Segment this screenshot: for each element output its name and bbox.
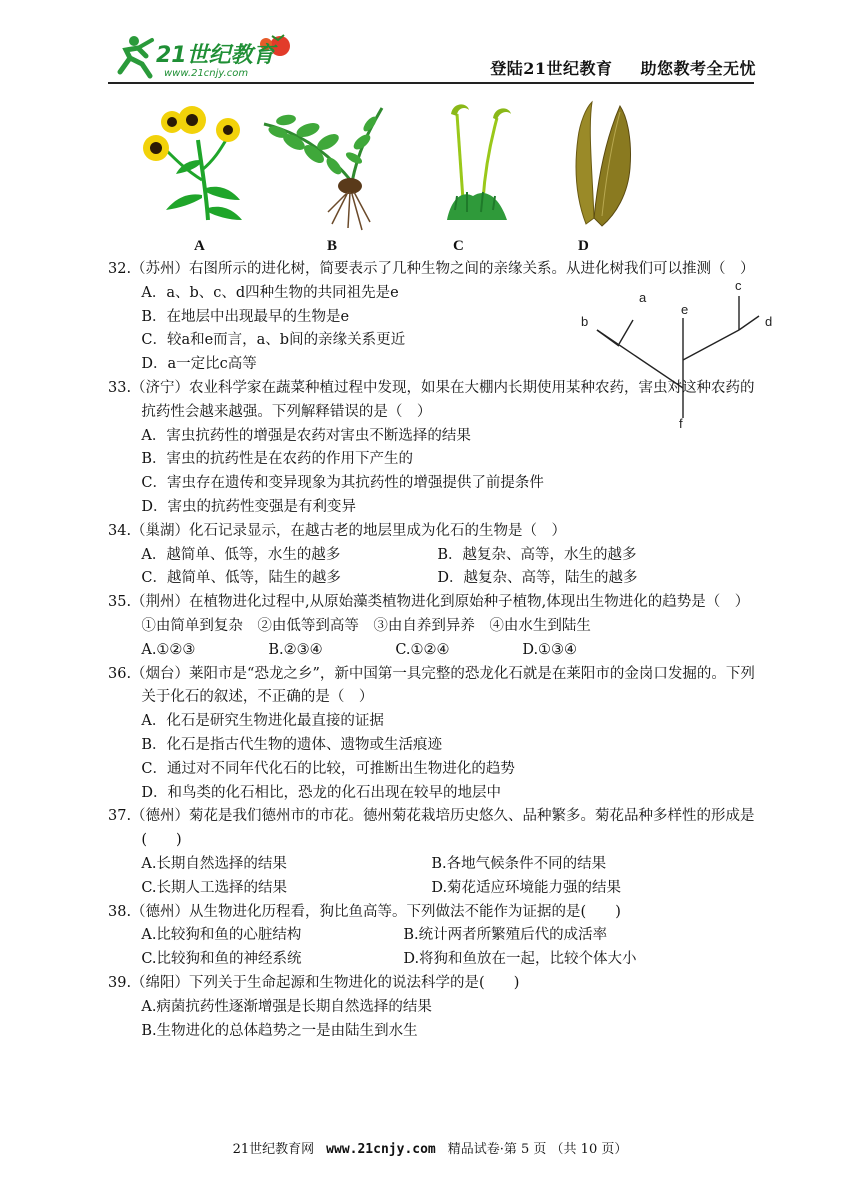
option: B.统计两者所繁殖后代的成活率 (403, 927, 608, 944)
option: B．化石是指古代生物的遗体、遗物或生活痕迹 (141, 736, 442, 753)
tree-label-a: a (639, 290, 647, 305)
sunflower-icon (136, 100, 246, 229)
option-row (108, 853, 768, 877)
moss-icon (437, 100, 517, 229)
option-row (108, 924, 768, 948)
option: C．较a和e而言，a、b间的亲缘关系更近 (141, 332, 406, 349)
option: D.将狗和鱼放在一起，比较个体大小 (403, 951, 637, 968)
footer-site: www.21cnjy.com (326, 1142, 436, 1157)
option: C.比较狗和鱼的神经系统 (141, 951, 302, 968)
option: B.生物进化的总体趋势之一是由陆生到水生 (141, 1022, 418, 1039)
question-34 (108, 520, 768, 591)
option: A．越简单、低等，水生的越多 (141, 546, 341, 563)
option: B．越复杂、高等，水生的越多 (437, 546, 637, 563)
option: A.病菌抗药性逐渐增强是长期自然选择的结果 (141, 998, 432, 1015)
question-stem: 33.（济宁）农业科学家在蔬菜种植过程中发现，如果在大棚内长期使用某种农药，害虫对这种农药的抗药性会越来越强。下列解释错误的是（ ） (108, 379, 755, 420)
plant-label-b: B (327, 238, 338, 254)
option: D．和鸟类的化石相比，恐龙的化石出现在较早的地层中 (141, 784, 501, 801)
option: A．害虫抗药性的增强是农药对害虫不断选择的结果 (141, 427, 471, 444)
option: C．越简单、低等，陆生的越多 (141, 570, 341, 587)
slogan-right: 助您教考全无忧 (640, 59, 756, 78)
tree-label-b: b (581, 314, 589, 329)
option: C．害虫存在遗传和变异现象为其抗药性的增强提供了前提条件 (141, 475, 544, 492)
question-stem: 34.（巢湖）化石记录显示，在越古老的地层里成为化石的生物是（ ） (108, 522, 567, 539)
question-stem: 32.（苏州）右图所示的进化树，简要表示了几种生物之间的亲缘关系。从进化树我们可以推测（ ） (108, 261, 755, 277)
question-38 (108, 901, 768, 972)
option: D．越复杂、高等，陆生的越多 (437, 570, 638, 587)
option: A.比较狗和鱼的心脏结构 (141, 927, 302, 944)
question-32 (108, 258, 768, 377)
plant-label-c: C (453, 238, 464, 254)
statement-list: ①由简单到复杂 ②由低等到高等 ③由自养到异养 ④由水生到陆生 (141, 617, 591, 634)
question-stem: 35.（荆州）在植物进化过程中,从原始藻类植物进化到原始种子植物,体现出生物进化的趋势是（ ） (108, 594, 750, 611)
question-stem: 38.（德州）从生物进化历程看，狗比鱼高等。下列做法不能作为证据的是( ) (108, 903, 621, 920)
question-33 (108, 377, 768, 520)
option: B.②③④ (268, 641, 323, 658)
option: B.各地气候条件不同的结果 (431, 855, 607, 872)
footer-org: 21世纪教育网 (232, 1142, 315, 1157)
question-37 (108, 805, 768, 900)
footer-page-info: 精品试卷·第 5 页 （共 10 页） (447, 1142, 628, 1157)
question-36 (108, 663, 768, 806)
option: C．通过对不同年代化石的比较，可推断出生物进化的趋势 (141, 760, 515, 777)
question-stem: 37.（德州）菊花是我们德州市的市花。德州菊花栽培历史悠久、品种繁多。菊花品种多样性的形成是( ) (108, 808, 755, 849)
option: B．在地层中出现最早的生物是e (141, 308, 350, 325)
site-logo (112, 32, 300, 80)
option: D．a一定比c高等 (141, 356, 257, 373)
option: A．化石是研究生物进化最直接的证据 (141, 713, 384, 730)
logo-url: www.21cnjy.com (164, 68, 249, 79)
option: C.长期人工选择的结果 (141, 879, 288, 896)
page-footer (0, 1138, 860, 1157)
tree-label-f: f (679, 416, 683, 428)
option: D.菊花适应环境能力强的结果 (431, 879, 622, 896)
option-row (108, 948, 768, 972)
plant-label-a: A (194, 238, 205, 254)
seaweed-icon (572, 98, 636, 232)
tree-label-d: d (765, 314, 773, 329)
slogan-left: 登陆21世纪教育 (490, 59, 613, 78)
tree-label-e: e (681, 302, 689, 317)
option: B．害虫的抗药性是在农药的作用下产生的 (141, 451, 413, 468)
header-slogan (490, 56, 756, 79)
fern-icon (258, 102, 386, 236)
option-row (108, 877, 768, 901)
tree-label-c: c (735, 278, 742, 293)
option: C.①②④ (395, 641, 450, 658)
option-row (108, 544, 768, 568)
option: D.①③④ (522, 641, 578, 658)
question-stem: 36.（烟台）莱阳市是“恐龙之乡”，新中国第一具完整的恐龙化石就是在莱阳市的金岗口发掘的。下列关于化石的叙述，不正确的是（ ） (108, 665, 755, 706)
option: A.长期自然选择的结果 (141, 855, 287, 872)
plant-label-d: D (578, 238, 589, 254)
option: A．a、b、c、d四种生物的共同祖先是e (141, 284, 399, 301)
option-row (108, 639, 768, 663)
question-stem: 39.（绵阳）下列关于生命起源和生物进化的说法科学的是( ) (108, 974, 520, 991)
question-39 (108, 972, 768, 1043)
running-figure-icon (120, 36, 152, 76)
question-list (108, 258, 768, 1043)
header-divider (108, 82, 754, 84)
option: D．害虫的抗药性变强是有利变异 (141, 498, 356, 515)
option-row (108, 567, 768, 591)
logo-text: 21世纪教育 (156, 43, 275, 68)
question-35 (108, 591, 768, 662)
option: A.①②③ (141, 641, 196, 658)
